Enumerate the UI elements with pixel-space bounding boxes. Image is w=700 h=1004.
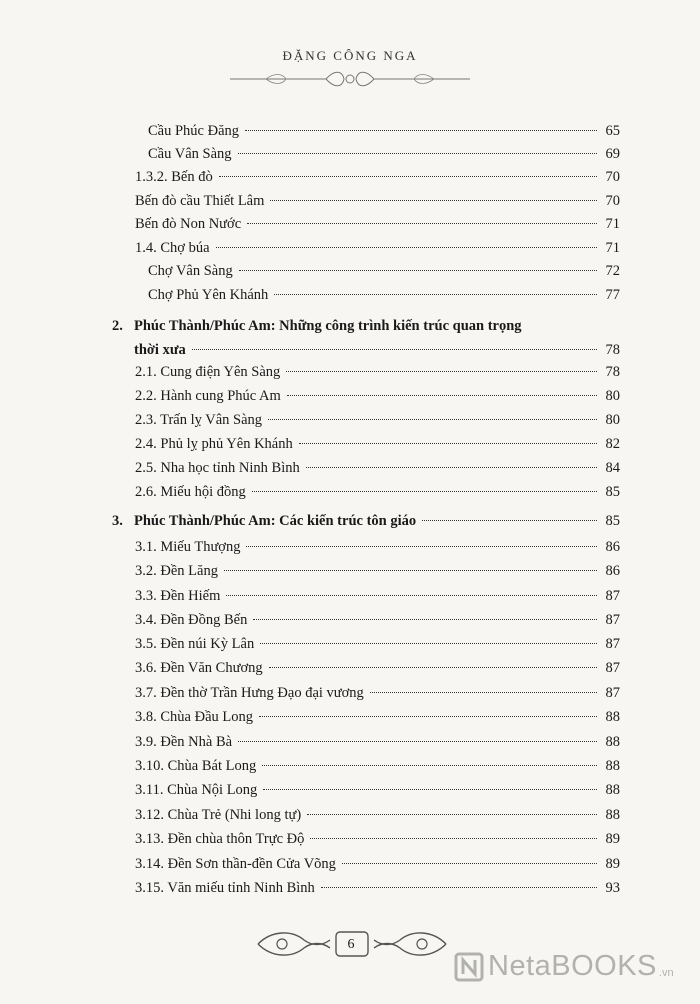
toc-entry (135, 435, 620, 453)
toc-entry-label: 3.7. Đền thờ Trần Hưng Đạo đại vương (135, 685, 364, 701)
toc-entry-label: 3.9. Đền Nhà Bà (135, 734, 233, 750)
dot-leader (246, 546, 597, 547)
toc-entry-page: 88 (605, 807, 620, 823)
toc-entry-label: Bến đò Non Nước (135, 216, 242, 232)
toc-entry-page: 88 (605, 782, 620, 798)
dot-leader (247, 223, 597, 224)
netabooks-logo-icon (452, 948, 488, 984)
toc-entry-label: 3.3. Đền Hiếm (135, 588, 221, 604)
toc-entry-label: 3.11. Chùa Nội Long (135, 782, 258, 798)
dot-leader (286, 371, 597, 372)
toc-entry-page: 88 (605, 734, 620, 750)
toc-entry-label: 3.13. Đền chùa thôn Trực Độ (135, 831, 305, 847)
toc-entry (148, 286, 620, 304)
toc-entry-page: 71 (605, 216, 620, 232)
toc-entry-page: 72 (605, 263, 620, 279)
toc-entry-label: 1.3.2. Bến đò (135, 169, 213, 185)
toc-entry-page: 86 (605, 539, 620, 555)
toc-entry (148, 145, 620, 163)
toc-entry-page: 86 (605, 563, 620, 579)
toc-entry-label: 3.15. Văn miếu tỉnh Ninh Bình (135, 880, 315, 896)
dot-leader (306, 467, 597, 468)
watermark-suffix: .vn (658, 967, 674, 979)
toc-entry-label: Cầu Phúc Đăng (148, 123, 240, 139)
toc-entry-page: 88 (605, 758, 620, 774)
dot-leader (238, 741, 597, 742)
toc-entry-page: 80 (605, 388, 620, 404)
toc-entry-label: Bến đò cầu Thiết Lâm (135, 193, 265, 209)
toc-entry-page: 89 (605, 831, 620, 847)
dot-leader (238, 153, 597, 154)
dot-leader (216, 247, 597, 248)
toc-entry (135, 879, 620, 897)
toc-entry (135, 168, 620, 186)
dot-leader (252, 491, 597, 492)
toc-entry (135, 483, 620, 501)
toc-entry-label: 3.5. Đền núi Kỳ Lân (135, 636, 255, 652)
toc-entry (135, 635, 620, 653)
toc-entry (135, 659, 620, 677)
toc-entry-page: 80 (605, 412, 620, 428)
toc-entry-page: 93 (605, 880, 620, 896)
toc-entry-label: 3.4. Đền Đồng Bến (135, 612, 248, 628)
toc-entry-label: 2.5. Nha học tỉnh Ninh Bình (135, 460, 300, 476)
toc-entry-label: 3.12. Chùa Trẻ (Nhi long tự) (135, 807, 302, 823)
dot-leader (321, 887, 597, 888)
dot-leader (342, 863, 597, 864)
watermark (452, 948, 674, 984)
toc-entry-page: 87 (605, 612, 620, 628)
page-number: 6 (347, 937, 355, 952)
dot-leader (224, 570, 597, 571)
toc-entry-page: 71 (605, 240, 620, 256)
toc-entry-label: 2.6. Miếu hội đồng (135, 484, 246, 500)
watermark-brand: NetaBOOKS (488, 949, 657, 982)
dot-leader (262, 765, 597, 766)
toc-entry-label: 2.4. Phủ lỵ phủ Yên Khánh (135, 436, 293, 452)
toc-entry-label: 2.3. Trấn lỵ Vân Sàng (135, 412, 263, 428)
toc-entry-label: 3.6. Đền Văn Chương (135, 660, 263, 676)
toc-entry-label: Chợ Vân Sàng (148, 263, 233, 279)
dot-leader (245, 130, 597, 131)
toc-entry (135, 215, 620, 233)
running-header-author: ĐẶNG CÔNG NGA (282, 48, 418, 63)
toc-entry-label: 3.2. Đền Lăng (135, 563, 218, 579)
dot-leader (259, 716, 597, 717)
toc-entry-page: 87 (605, 636, 620, 652)
toc-section-number: 3. (112, 513, 123, 529)
toc-section-number: 2. (112, 318, 123, 334)
toc-entry-page: 84 (605, 460, 620, 476)
dot-leader (239, 270, 597, 271)
dot-leader (370, 692, 597, 693)
toc-entry-page: 78 (605, 342, 620, 358)
toc-section-title-continuation: thời xưa (134, 342, 186, 358)
toc-entry-label: 3.8. Chùa Đầu Long (135, 709, 253, 725)
toc-entry (135, 684, 620, 702)
toc-section-title: Phúc Thành/Phúc Am: Các kiến trúc tôn giáo (134, 513, 417, 529)
toc-entry-label: 2.1. Cung điện Yên Sàng (135, 364, 281, 380)
toc-entry-label: 1.4. Chợ búa (135, 240, 210, 256)
toc-entry (135, 387, 620, 405)
dot-leader (287, 395, 597, 396)
toc-entry-page: 65 (605, 123, 620, 139)
dot-leader (422, 520, 597, 521)
toc-entry (148, 122, 620, 140)
toc-entry (148, 262, 620, 280)
header-ornament-icon (226, 68, 474, 90)
toc-section-heading (112, 512, 620, 530)
dot-leader (226, 595, 597, 596)
dot-leader (263, 789, 597, 790)
toc-section-heading-text (112, 512, 419, 530)
toc-entry-page: 78 (605, 364, 620, 380)
toc-entry (135, 239, 620, 257)
toc-entry-page: 87 (605, 685, 620, 701)
toc-entry (135, 708, 620, 726)
toc-entry-label: 3.10. Chùa Bát Long (135, 758, 257, 774)
toc-section-heading (112, 318, 522, 335)
toc-entry (135, 192, 620, 210)
toc-entry-page: 89 (605, 856, 620, 872)
toc-entry-label: 3.1. Miếu Thượng (135, 539, 241, 555)
toc-entry (135, 855, 620, 873)
dot-leader (310, 838, 597, 839)
toc-entry (135, 411, 620, 429)
dot-leader (299, 443, 597, 444)
toc-entry-page: 82 (605, 436, 620, 452)
toc-entry (135, 733, 620, 751)
dot-leader (274, 294, 597, 295)
dot-leader (270, 200, 597, 201)
toc-entry (135, 781, 620, 799)
toc-entry (135, 538, 620, 556)
toc-entry (135, 806, 620, 824)
toc-entry-page: 77 (605, 287, 620, 303)
dot-leader (307, 814, 597, 815)
toc-entry (135, 830, 620, 848)
toc-section-title: Phúc Thành/Phúc Am: Những công trình kiến trúc quan trọng (134, 318, 522, 334)
toc-entry-page: 85 (605, 513, 620, 529)
toc-entry-label: Cầu Vân Sàng (148, 146, 232, 162)
toc-entry (135, 587, 620, 605)
toc-entry-label: 2.2. Hành cung Phúc Am (135, 388, 281, 404)
toc-entry (135, 562, 620, 580)
toc-entry-page: 87 (605, 660, 620, 676)
dot-leader (268, 419, 597, 420)
toc-entry-page: 70 (605, 169, 620, 185)
toc-entry-page: 69 (605, 146, 620, 162)
toc-entry (134, 341, 620, 359)
toc-entry-page: 88 (605, 709, 620, 725)
toc-entry-label: Chợ Phủ Yên Khánh (148, 287, 269, 303)
dot-leader (219, 176, 597, 177)
dot-leader (269, 667, 597, 668)
toc-entry (135, 611, 620, 629)
dot-leader (260, 643, 597, 644)
dot-leader (253, 619, 597, 620)
toc-entry-page: 85 (605, 484, 620, 500)
toc-entry-page: 87 (605, 588, 620, 604)
toc-entry (135, 459, 620, 477)
dot-leader (192, 349, 597, 350)
toc-entry (135, 757, 620, 775)
toc-entry-label: 3.14. Đền Sơn thần-đền Cửa Võng (135, 856, 336, 872)
toc-entry-page: 70 (605, 193, 620, 209)
toc-entry (135, 363, 620, 381)
